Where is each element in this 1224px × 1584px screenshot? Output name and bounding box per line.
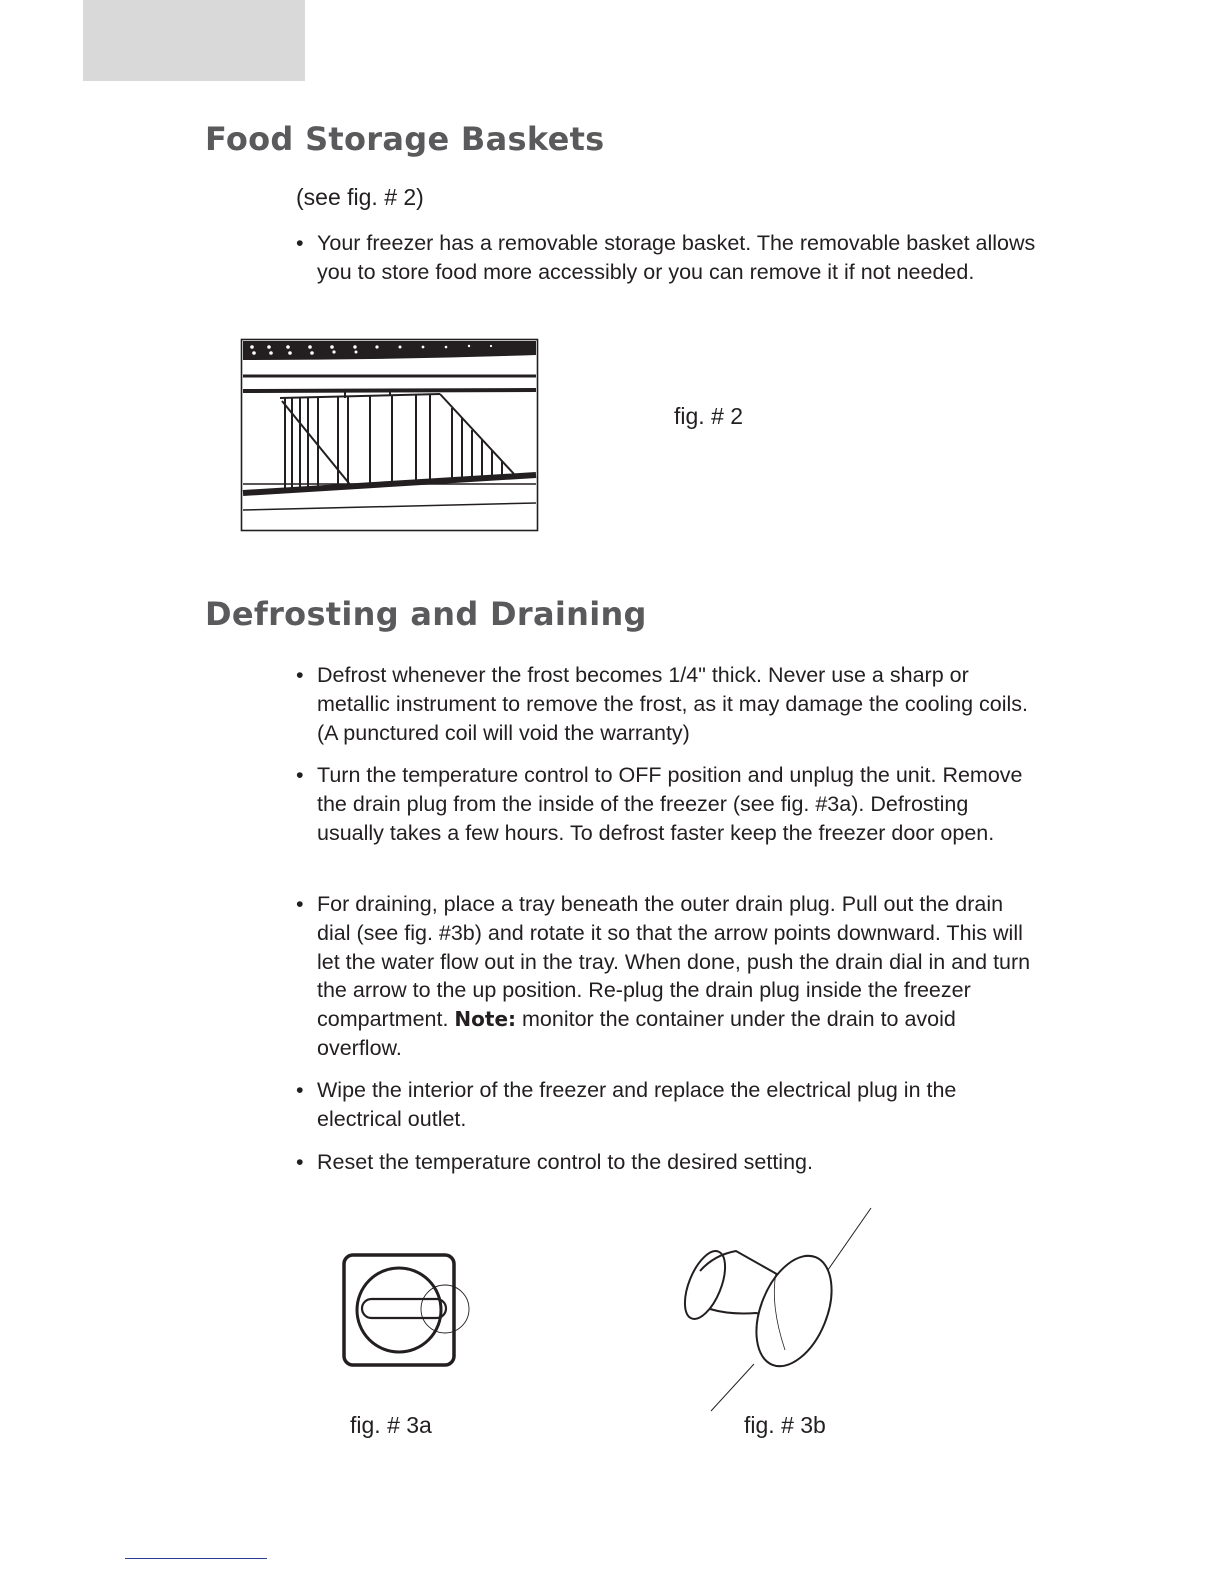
section-title-defrosting-and-draining: Defrosting and Draining [205, 595, 647, 633]
note-text: monitor the container under the drain to avoid overflow. [317, 1007, 956, 1060]
bullet-glyph: • [296, 231, 304, 255]
drain-plug-illustration [340, 1252, 475, 1370]
bullet-glyph: • [296, 892, 304, 916]
bullet-glyph: • [296, 663, 304, 687]
bullet-glyph: • [296, 1078, 304, 1102]
list-item: • Reset the temperature control to the desired setting. [296, 1148, 1036, 1177]
list-item: • Your freezer has a removable storage basket. The removable basket allows you to store food more accessibly or you can remove it if not needed. [296, 231, 1036, 284]
bullet-glyph: • [296, 1150, 304, 1174]
note-label: Note: [454, 1007, 517, 1032]
footer-rule [125, 1558, 267, 1559]
list-item: • Wipe the interior of the freezer and replace the electrical plug in the electrical outlet. [296, 1078, 957, 1131]
figure-caption-3b: fig. # 3b [744, 1412, 826, 1438]
drain-dial-illustration [670, 1205, 880, 1415]
section-title-food-storage-baskets: Food Storage Baskets [205, 120, 605, 158]
list-item: • Turn the temperature control to OFF position and unplug the unit. Remove the drain plug from the inside of the freezer (see fig. #3a). Defrosting usually takes a few hours. To defrost faster keep the freezer door open. [296, 763, 1023, 845]
figure-reference: (see fig. # 2) [296, 184, 424, 210]
figure-caption: fig. # 2 [674, 403, 744, 429]
list-item: • For draining, place a tray beneath the outer drain plug. Pull out the drain dial (see fig. #3b) and rotate it so that the arrow points downward. This will let the water flow out in the tray. When done, push the drain dial in and turn the arrow to the up position. Re-plug the drain plug inside the freezer compartment. Note: monitor the container under the drain to avoid overflow. [296, 892, 1031, 1060]
bullet-glyph: • [296, 763, 304, 787]
figure-caption-3a: fig. # 3a [350, 1412, 432, 1438]
list-item: • Defrost whenever the frost becomes 1/4" thick. Never use a sharp or metallic instrument to remove the frost, as it may damage the cooling coils. (A punctured coil will void the warranty) [296, 663, 1029, 745]
storage-basket-illustration [240, 338, 540, 533]
page-tab-block [83, 0, 305, 81]
